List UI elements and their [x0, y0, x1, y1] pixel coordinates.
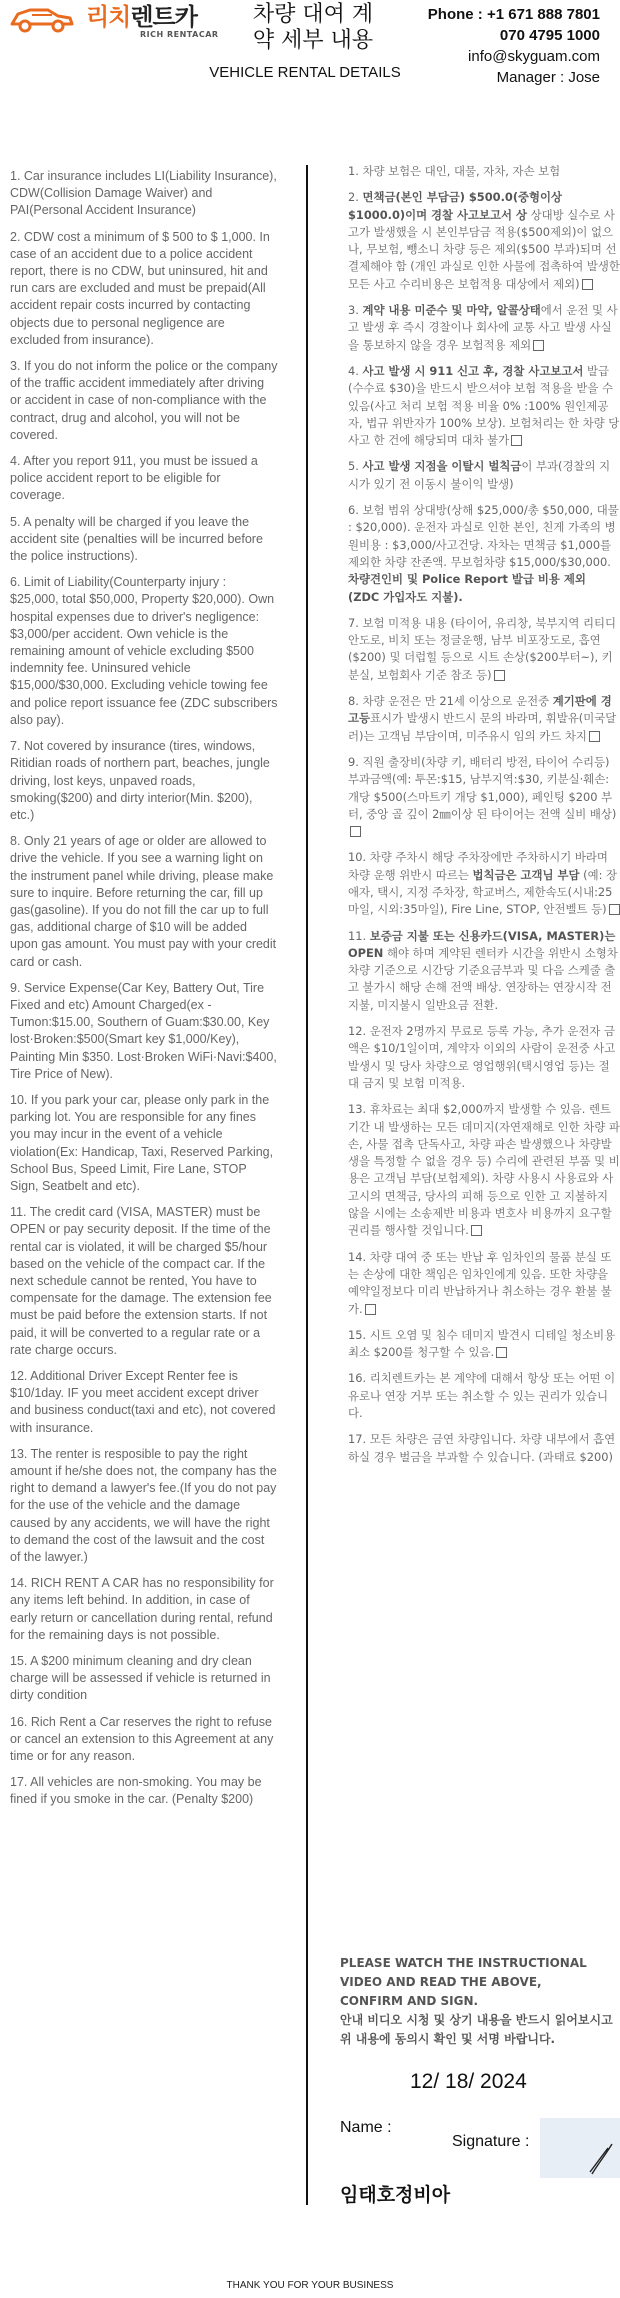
term-text: 6. 보험 범위 상대방(상해 $25,000/총 $50,000, 대물 : $20,000). 운전자 과실로 인한 본인, 친게 가족의 병원비용 : $3,000/사고건당. 자차는 면책금 $1,000를 제외한 차량 잔존액. 무보험차량 $15,000/$30,000. [348, 503, 619, 569]
acknowledge-checkbox[interactable] [582, 279, 593, 290]
english-term-item: 12. Additional Driver Except Renter fee is $10/1day. IF you meet accident except driver and business conduct(taxi and etc), not covered with insurance. [10, 1369, 276, 1435]
korean-term-item [348, 1327, 620, 1362]
korean-term-item [348, 189, 620, 293]
term-text: 11. [348, 928, 370, 943]
term-text: 5. [348, 459, 363, 474]
english-term-item: 1. Car insurance includes LI(Liability Insurance), CDW(Collision Damage Waiver) and PAI(Personal Accident Insurance) [10, 169, 277, 218]
english-terms-column [10, 168, 278, 1818]
term-emphasis: 사고 발생 지점을 이탈시 벌칙금 [362, 459, 522, 474]
signature-scribble-icon [540, 2118, 620, 2178]
instructions-korean: 안내 비디오 시청 및 상기 내용을 반드시 읽어보시고 위 내용에 동의시 확인 및 서명 바랍니다. [340, 2013, 613, 2046]
handwritten-name: 임태호정비아 [340, 2184, 451, 2206]
english-term-item: 3. If you do not inform the police or the company of the traffic accident immediately after driving or accident in case of non-compliance with the contract, drug and alcohol, you will not be covered. [10, 359, 278, 442]
acknowledge-checkbox[interactable] [609, 904, 620, 915]
column-divider [306, 165, 308, 2205]
email-address: info@skyguam.com [468, 48, 600, 65]
contact-info [428, 4, 600, 88]
korean-term-item [348, 1249, 620, 1318]
korean-term-item [348, 928, 620, 1014]
phone-number: Phone : +1 671 888 7801 [427, 6, 600, 23]
term-text: 15. 시트 오염 및 침수 데미지 발견시 디테일 청소비용 최소 $200를 청구할 수 있음. [348, 1327, 616, 1360]
signature-label: Signature : [452, 2133, 530, 2150]
english-term-item: 2. CDW cost a minimum of $ 500 to $ 1,000. In case of an accident due to a police accident report, there is no CDW, but uninsured, hit and run cars are excluded and must be prepaid(All accident repair costs incurred by contacting objects due to personal negligence are excluded from insurance). [10, 229, 270, 347]
english-term-item: 10. If you park your car, please only park in the parking lot. You are responsible for any fines you may incur in the event of a vehicle violation(Ex: Handicap, Taxi, Reserved Parking, School Bus, Speed Limit, Fire Lane, STOP Sign, Seatbelt and etc). [10, 1092, 274, 1193]
english-term-item: 8. Only 21 years of age or older are allowed to drive the vehicle. If you see a warning light on the instrument panel while driving, please make sure to inquire. Before returning the car, fill up gas(gasoline). If you do not fill the car up to full gas, additional charge of $10 will be added upon gas amount. You must pay with your credit card or cash. [10, 834, 277, 969]
acknowledge-checkbox[interactable] [511, 435, 522, 446]
korean-term-item [348, 502, 620, 606]
term-emphasis: 법칙금은 고객님 부담 [472, 867, 580, 882]
term-text: 14. 차량 대여 중 또는 반납 후 임차인의 물품 분실 또는 손상에 대한 책임은 임차인에게 있음. 또한 차량을 예약일정보다 미리 반납하거나 취소하는 경우 환불 불가. [348, 1249, 612, 1316]
term-text: 해야 하며 계약된 렌터카 시간을 위반시 소형차 차량 기준으로 시간당 기준요금부과 및 다음 스케줄 출고 불가시 해당 손해 전액 배상. 연장하는 연장시작 전 지불, 미지불시 일반요금 전환. [348, 945, 618, 1012]
term-text: 10. 차량 주차시 해당 주차장에만 주차하시기 바라며 차량 운행 위반시 따르는 [348, 850, 608, 882]
page-title-english: VEHICLE RENTAL DETAILS [209, 64, 401, 81]
acknowledge-checkbox[interactable] [494, 670, 505, 681]
term-text: 13. 휴차료는 최대 $2,000까지 발생할 수 있음. 렌트 기간 내 발생하는 모든 데미지(자연재해로 인한 차량 파손, 사물 접촉 단독사고, 차량 파손 발생했으나 차량발생을 특정할 수 없을 경우 등) 수리에 관련된 부품 및 비용은 고객님 부담(보험제외). 차량 사용시 사용료와 사고시의 면책금, 당사의 피해 등으로 인한 고 지불하지 않을 시에는 소송제반 비용과 변호사 비용까지 요구할 권리를 행사할 것입니다. [348, 1102, 620, 1238]
term-text: 발급(수수료 $30)을 반드시 받으셔야 보험 적용을 받을 수 있음(사고 처리 보험 적용 비율 0% :100% 원인제공자, 법규 위반자가 100% 보상). 보험처리는 한 차량 당 사고 한 건에 해당되며 대차 불가 [348, 363, 620, 448]
korean-term-item [348, 163, 620, 180]
term-emphasis: 면책금(본인 부담금) $500.0(중형이상 $1000.0)이며 경찰 사고보고서 상 [348, 190, 563, 222]
name-label: Name : [340, 2119, 392, 2136]
page-title-korean: 차량 대여 계약 세부 내용 [252, 2, 374, 53]
english-term-item: 14. RICH RENT A CAR has no responsibility for any items left behind. In addition, in case of early return or cancellation during rental, refund for the remaining days is not possible. [10, 1576, 274, 1642]
term-emphasis: 보증금 지불 또는 신용카드(VISA, MASTER)는OPEN [348, 928, 616, 960]
term-emphasis: 계기판에 경고등 [348, 694, 612, 726]
term-text: 9. 직원 출장비(차량 키, 배터리 방전, 타이어 수리등) 부과금액(예: 투몬:$15, 남부지역:$30, 키분실·훼손: 개당 $500(스마트키 개당 $1,000), 페인팅 $200 부터, 중앙 골 깊이 2㎜이상 된 타이어는 전액 실비 배상) [348, 754, 617, 821]
term-text: (예: 장애자, 택시, 지정 주차장, 학교버스, 제한속도(시내:25마일, 시외:35마일), Fire Line, STOP, 안전벨트 등) [348, 867, 618, 917]
acknowledge-checkbox[interactable] [350, 826, 361, 837]
term-emphasis: 사고 발생 시 911 신고 후, 경찰 사고보고서 [362, 363, 584, 378]
korean-term-item [348, 363, 620, 449]
korean-term-item [348, 302, 620, 354]
acknowledge-checkbox[interactable] [589, 731, 600, 742]
korean-term-item [348, 1370, 620, 1422]
term-text: 1. 차량 보험은 대인, 대물, 자차, 자손 보험 [348, 164, 561, 178]
company-logo [8, 2, 219, 46]
term-text: 이 부과(경찰의 지시가 있기 전 이동시 불이익 발생) [348, 459, 611, 491]
term-text: 17. 모든 차량은 금연 차량입니다. 차량 내부에서 흡연하실 경우 벌금을 부과할 수 있습니다. (과태료 $200) [348, 1432, 616, 1464]
acknowledge-checkbox[interactable] [496, 1347, 507, 1358]
term-text: 7. 보험 미적용 내용 (타이어, 유리창, 북부지역 리티디안도로, 비치 또는 정글운행, 남부 비포장도로, 흡연($200) 및 더럽힐 등으로 시트 손상($200부터~), 키 분실, 보험회사 기준 참조 등) [348, 615, 616, 682]
korean-term-item [348, 754, 620, 840]
english-term-item: 6. Limit of Liability(Counterparty injury : $25,000, total $50,000, Property $20,000). Own hospital expenses due to driver's negligence: $3,000/per accident. Own vehicle is the remaining amount of vehicle excluding $500 indemnity fee. Uninsured vehicle $15,000/$30,000. Excluding vehicle towing fee and police report issuance fee (ZDC subscribers also pay). [10, 575, 278, 727]
term-emphasis: 차량견인비 및 Police Report 발급 비용 제외 (ZDC 가입자도 지불). [348, 572, 586, 604]
korean-term-item [348, 458, 620, 493]
english-term-item: 13. The renter is resposible to pay the right amount if he/she does not, the company has the right to demand a lawyer's fee.(If you do not pay for the use of the vehicle and the damage caused by any accidents, we will have the right to demand the cost of the lawsuit and the cost of the lawyer.) [10, 1446, 277, 1565]
korean-term-item [348, 849, 620, 918]
korean-term-item [348, 693, 620, 745]
sign-instructions [340, 1954, 620, 2049]
brand-subtitle: RICH RENTACAR [140, 30, 219, 39]
header [0, 0, 620, 100]
second-phone-number: 070 4795 1000 [499, 27, 600, 44]
korean-term-item [348, 1101, 620, 1239]
english-term-item: 7. Not covered by insurance (tires, windows, Ritidian roads of northern part, beaches, jungle driving, lost keys, unpaved roads, smoking($200) and dirty interior(Min. $200), etc.) [10, 739, 270, 822]
manager-name: Manager : Jose [496, 69, 600, 86]
footer-thanks: THANK YOU FOR YOUR BUSINESS [226, 2280, 394, 2291]
term-text: 상대방 실수로 사고가 발생했을 시 본인부담금 적용($500제외)이 없으나, 무보험, 뺑소니 차량 등은 제외($500 부과)되며 선결제해야 함 (개인 과실로 인한 사물에 접촉하여 발생한 모든 사고 수리비용은 보험적용 대상에서 제외) [348, 207, 620, 291]
english-term-item: 17. All vehicles are non-smoking. You may be fined if you smoke in the car. (Penalty $200) [10, 1775, 262, 1807]
english-term-item: 16. Rich Rent a Car reserves the right to refuse or cancel an extension to this Agreement at any time or for any reason. [10, 1714, 274, 1764]
english-term-item: 4. After you report 911, you must be issued a police accident report to be eligible for coverage. [10, 454, 258, 503]
english-term-item: 15. A $200 minimum cleaning and dry clean charge will be assessed if vehicle is returned in dirty condition [10, 1654, 271, 1703]
english-term-item: 5. A penalty will be charged if you leave the accident site (penalties will be incurred before the police instructions). [10, 514, 263, 564]
korean-term-item [348, 1431, 620, 1466]
english-term-item: 11. The credit card (VISA, MASTER) must be OPEN or pay security deposit. If the time of the rental car is violated, it will be charged $5/hour based on the vehicle of the compact car. If the next schedule cannot be rented, You have to compensate for the damage. The extension fee must be paid before the extension starts. If not paid, it will be converted to a regular rate or a rate charge occurs. [10, 1205, 272, 1357]
term-text: 16. 리치렌트카는 본 계약에 대해서 항상 또는 어떤 이유로나 연장 거부 또는 취소할 수 있는 권리가 있습니다. [348, 1371, 616, 1420]
korean-term-item [348, 615, 620, 684]
term-text: 4. [348, 363, 363, 378]
term-text: 에서 운전 및 사고 발생 후 즉시 경찰이나 회사에 교통 사고 발생 사실을 통보하지 않을 경우 보험적용 제외 [348, 303, 618, 352]
korean-terms-column [348, 163, 620, 1475]
instructions-english-line-2: CONFIRM AND SIGN. [340, 1994, 479, 2008]
term-text: 2. [348, 190, 363, 205]
term-text: 12. 운전자 2명까지 무료로 등록 가능, 추가 운전자 금액은 $10/1일이며, 계약자 이외의 사람이 운전중 사고 발생시 및 당사 차량으로 영업행위(택시영업 등)는 절대 금지 및 보험 미적용. [348, 1024, 616, 1090]
term-text: 8. 차량 운전은 만 21세 이상으로 운전중 [348, 694, 553, 709]
term-text: 표시가 발생시 반드시 문의 바라며, 휘발유(미국달러)는 고객님 부담이며, 미주유시 임의 카드 차지 [348, 711, 617, 743]
english-term-item: 9. Service Expense(Car Key, Battery Out, Tire Fixed and etc) Amount Charged(ex - Tumon:$15.00, Southern of Guam:$30.00, Key lost·Broken:$500(Smart key $1,000/Key), Painting Min $350. Lost·Broken WiFi·Navi:$400, Tire Price of New). [10, 980, 277, 1081]
acknowledge-checkbox[interactable] [365, 1304, 376, 1315]
signature-field[interactable] [540, 2118, 620, 2178]
brand-name: 리치렌트카 [86, 3, 197, 31]
signature-date: 12/ 18/ 2024 [410, 2070, 527, 2093]
term-text: 3. [348, 303, 363, 318]
acknowledge-checkbox[interactable] [471, 1225, 482, 1236]
acknowledge-checkbox[interactable] [533, 340, 544, 351]
term-emphasis: 계약 내용 미준수 및 마약, 알콜상태 [362, 303, 541, 318]
korean-term-item [348, 1023, 620, 1092]
car-logo-icon [8, 4, 76, 34]
instructions-english-line-1: PLEASE WATCH THE INSTRUCTIONAL VIDEO AND READ THE ABOVE, [340, 1956, 587, 1989]
